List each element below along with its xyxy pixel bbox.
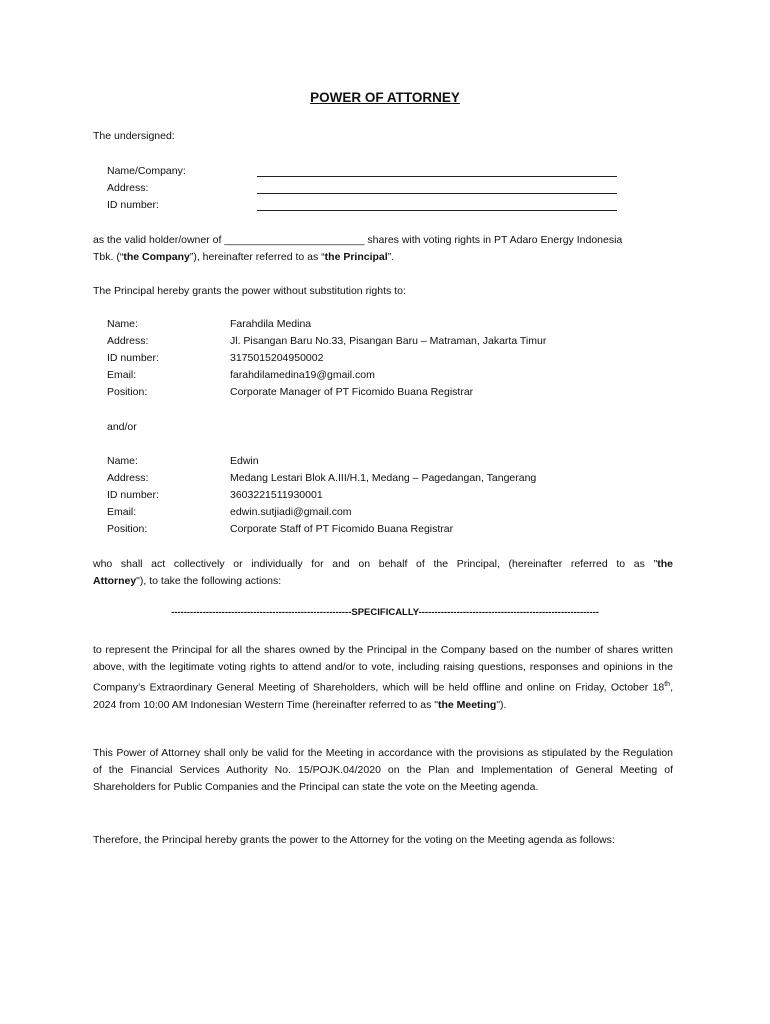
attorney2-name-label: Name: (107, 455, 138, 467)
attorney1-position: Corporate Manager of PT Ficomido Buana Registrar (230, 386, 474, 398)
attorney2-address: Medang Lestari Blok A.III/H.1, Medang – Pagedangan, Tangerang (230, 472, 537, 484)
document-title: POWER OF ATTORNEY (310, 90, 460, 105)
holder-line-1: as the valid holder/owner of ________________________ shares with voting rights in PT Adaro Energy Indonesia (93, 234, 623, 246)
collective-paragraph (93, 556, 673, 590)
grants-text: The Principal hereby grants the power without substitution rights to: (93, 285, 406, 297)
attorney1-address-label: Address: (107, 335, 149, 347)
undersigned-name-blank[interactable] (257, 165, 617, 177)
attorney2-id-label: ID number: (107, 489, 159, 501)
holder-line-2: Tbk. (“the Company”), hereinafter referred to as “the Principal”. (93, 251, 395, 264)
attorney1-email: farahdilamedina19@gmail.com (230, 369, 375, 381)
collective-line-1: who shall act collectively or individually for and on behalf of the Principal, (hereinafter referred to as "the (93, 558, 673, 570)
attorney2-id: 3603221511930001 (230, 489, 323, 501)
and-or-text: and/or (107, 421, 137, 433)
represent-paragraph: to represent the Principal for all the shares owned by the Principal in the Company based on the number of shares written above, with the legitimate voting rights to attend and/or to vote, including raising questions, responses and opinions in the Company’s Extraordinary General Meeting of Shareholders, which will be held offline and online on Friday, October 18th, 2024 from 10:00 AM Indonesian Western Time (hereinafter referred to as "the Meeting"). (93, 644, 673, 712)
undersigned-name-label: Name/Company: (107, 165, 186, 177)
undersigned-label: The undersigned: (93, 130, 175, 142)
attorney2-address-label: Address: (107, 472, 149, 484)
specifically-heading: ---------------------------------------------------------SPECIFICALLY--------------------------------------------------------- (171, 607, 599, 618)
validity-paragraph: This Power of Attorney shall only be valid for the Meeting in accordance with the provisions as stipulated by the Regulation of the Financial Services Authority No. 15/POJK.04/2020 on the Plan and Implementation of General Meeting of Shareholders for Public Companies and the Principal can state the vote on the Meeting agenda. (93, 747, 673, 794)
attorney1-name-label: Name: (107, 318, 138, 330)
attorney1-position-label: Position: (107, 386, 148, 398)
attorney1-email-label: Email: (107, 369, 137, 381)
attorney1-name: Farahdila Medina (230, 318, 312, 330)
attorney1-id: 3175015204950002 (230, 352, 324, 364)
attorney2-position: Corporate Staff of PT Ficomido Buana Registrar (230, 523, 454, 535)
attorney2-name: Edwin (230, 455, 259, 467)
attorney2-email: edwin.sutjiadi@gmail.com (230, 506, 352, 518)
attorney1-id-label: ID number: (107, 352, 159, 364)
attorney2-position-label: Position: (107, 523, 148, 535)
undersigned-id-label: ID number: (107, 199, 159, 211)
undersigned-id-blank[interactable] (257, 199, 617, 211)
holder-paragraph (93, 232, 673, 266)
undersigned-address-blank[interactable] (257, 182, 617, 194)
undersigned-address-label: Address: (107, 182, 149, 194)
attorney2-email-label: Email: (107, 506, 137, 518)
collective-line-2: Attorney"), to take the following actions: (93, 575, 282, 588)
therefore-paragraph: Therefore, the Principal hereby grants the power to the Attorney for the voting on the Meeting agenda as follows: (93, 834, 615, 846)
attorney1-address: Jl. Pisangan Baru No.33, Pisangan Baru – Matraman, Jakarta Timur (230, 335, 547, 347)
